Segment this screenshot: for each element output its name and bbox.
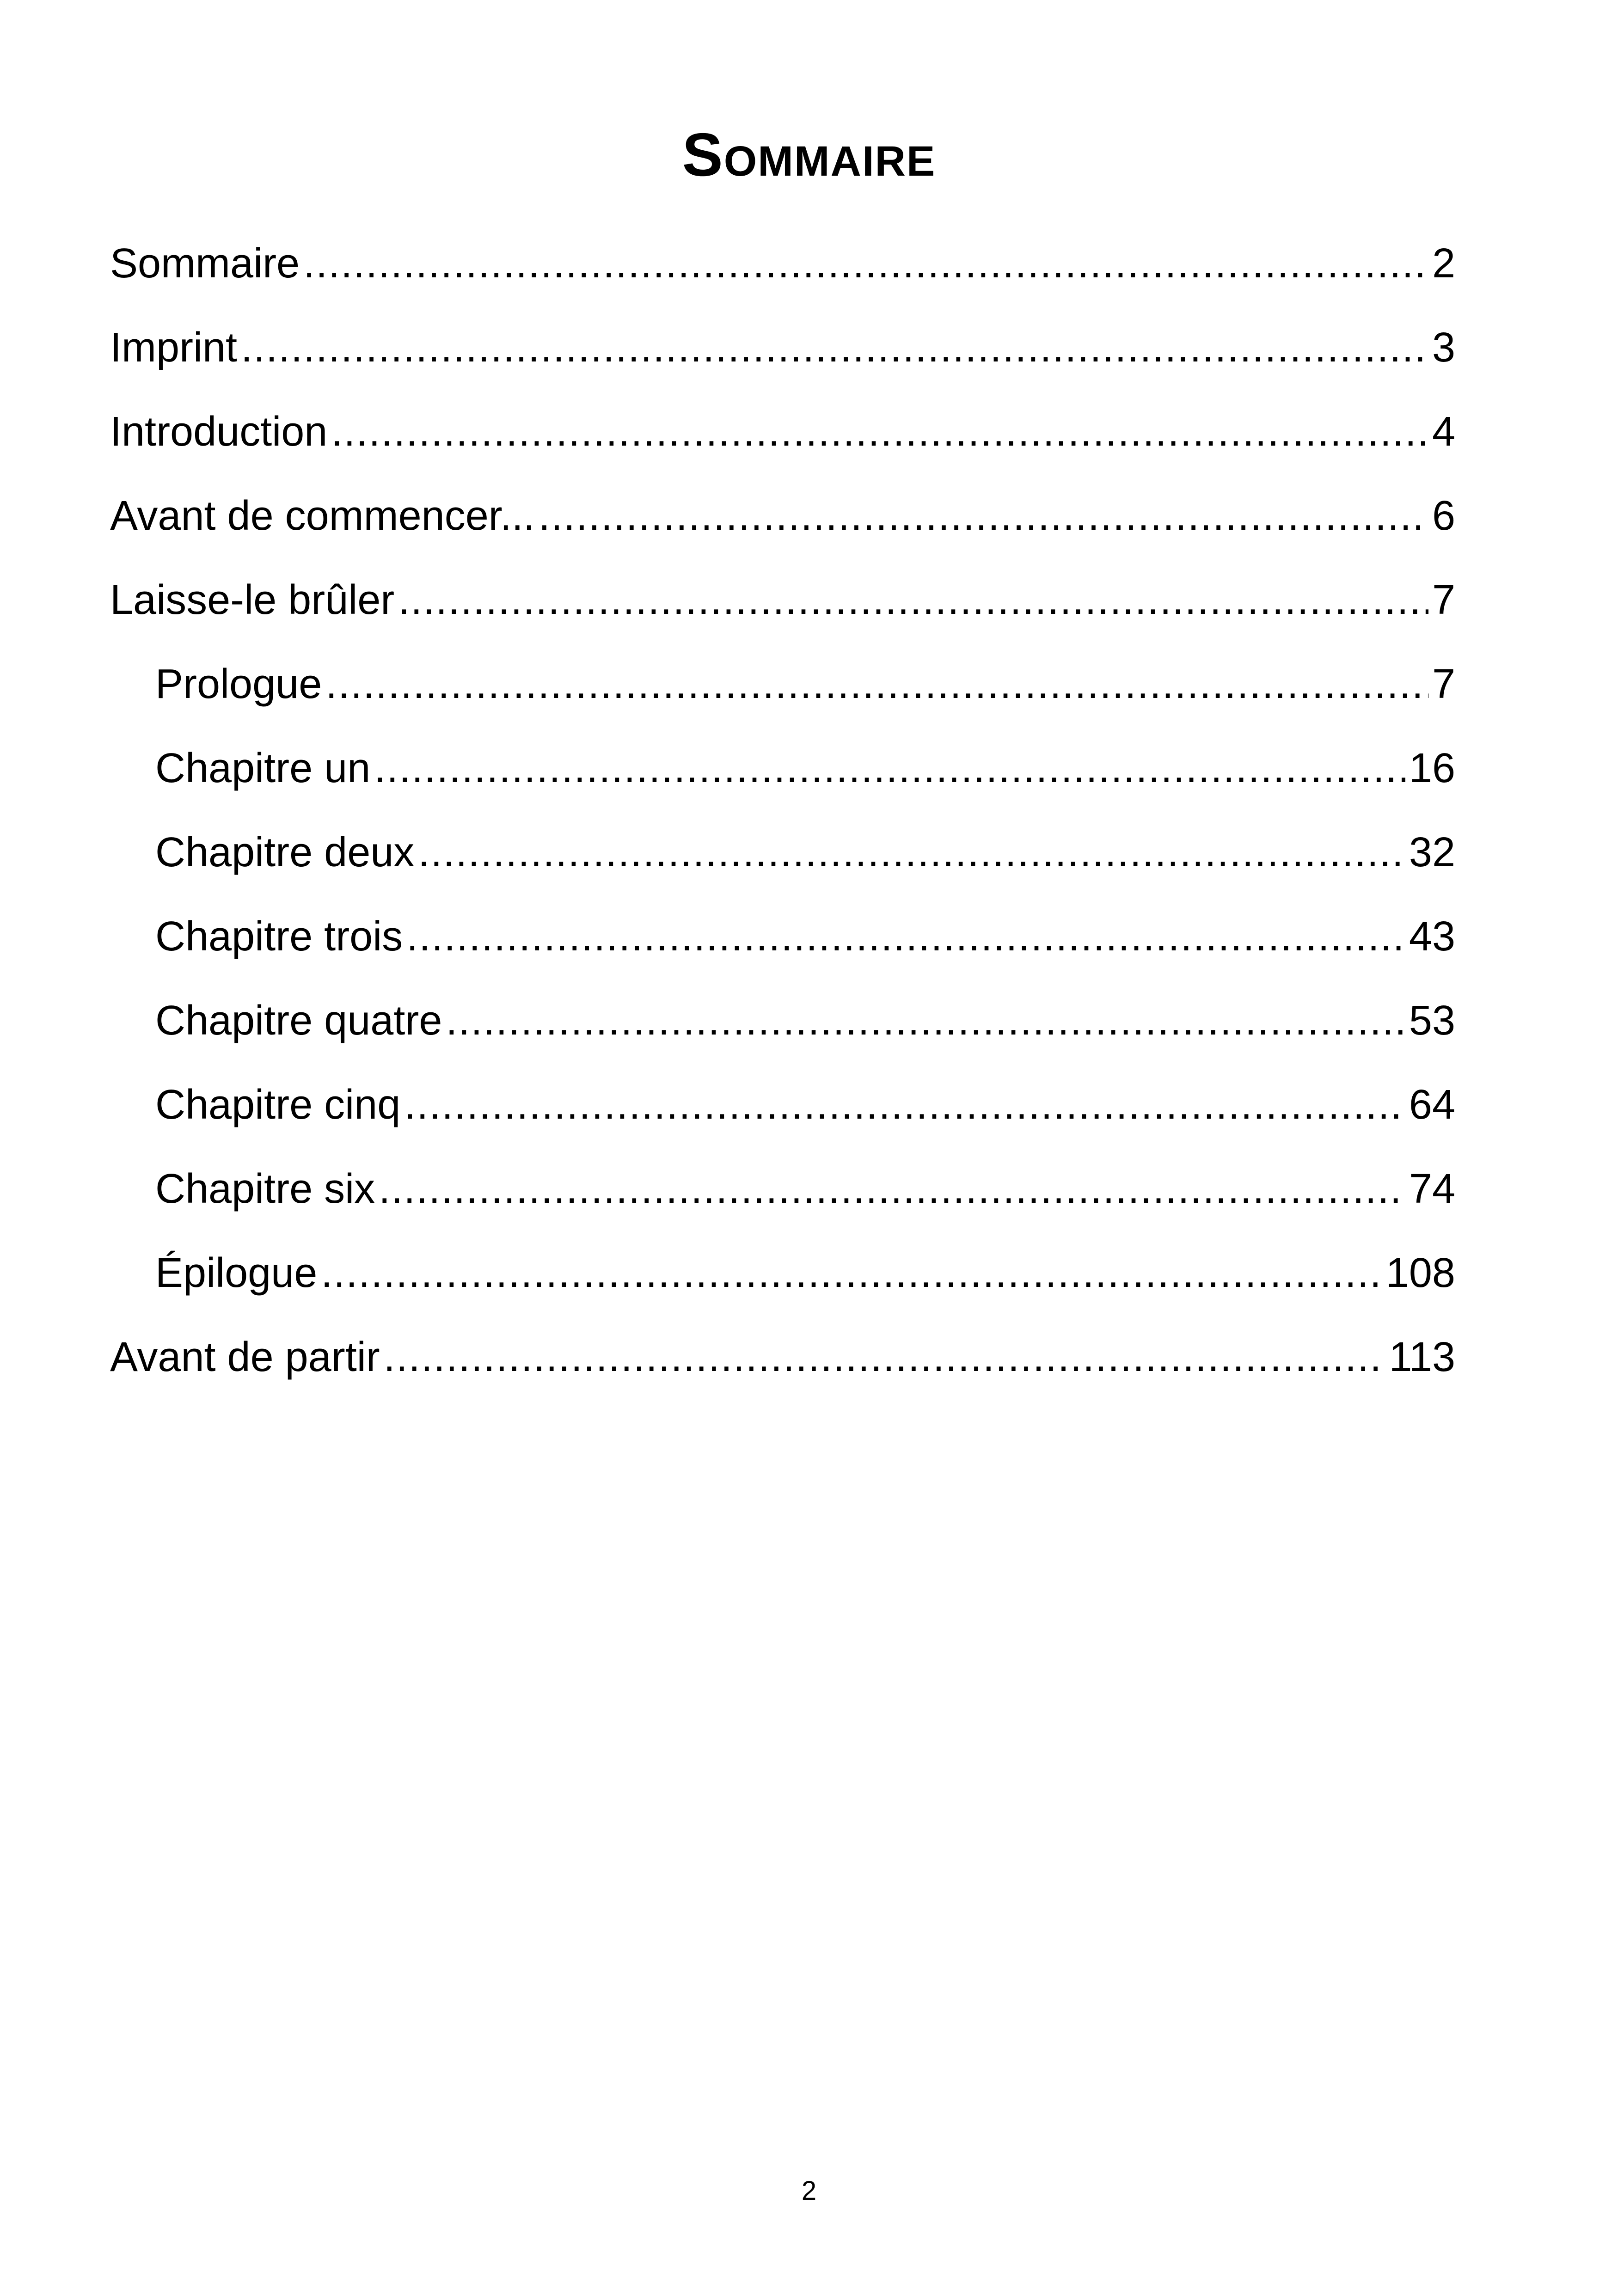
toc-entry-label: Prologue (155, 661, 322, 707)
toc-entry-page: 64 (1409, 1082, 1455, 1128)
toc-entry-page: 53 (1409, 998, 1455, 1044)
toc-entry-page: 16 (1409, 745, 1455, 791)
dot-leader (398, 572, 1428, 628)
toc-entry-chapitre-cinq[interactable] (110, 1077, 1455, 1161)
dot-leader (325, 656, 1428, 712)
toc-entry-page: 108 (1385, 1250, 1455, 1296)
dot-leader (446, 993, 1405, 1048)
footer-page-number: 2 (801, 2176, 817, 2206)
dot-leader (303, 236, 1428, 291)
dot-leader (321, 1245, 1382, 1301)
toc-entry-label: Épilogue (155, 1250, 318, 1296)
toc-entry-chapitre-six[interactable] (110, 1161, 1455, 1245)
dot-leader (331, 404, 1428, 459)
toc-entry-page: 4 (1432, 409, 1455, 455)
toc-entry-page: 3 (1432, 325, 1455, 371)
table-of-contents (110, 236, 1455, 1414)
toc-entry-avant-de-commencer[interactable] (110, 488, 1455, 572)
toc-entry-chapitre-trois[interactable] (110, 909, 1455, 993)
toc-entry-label: Avant de commencer... (110, 493, 535, 539)
toc-entry-label: Introduction (110, 409, 328, 455)
toc-entry-chapitre-quatre[interactable] (110, 993, 1455, 1077)
toc-entry-chapitre-un[interactable] (110, 741, 1455, 825)
toc-entry-label: Chapitre trois (155, 913, 403, 960)
dot-leader (379, 1161, 1405, 1217)
dot-leader (539, 488, 1428, 544)
toc-entry-label: Chapitre deux (155, 829, 415, 876)
dot-leader (406, 909, 1405, 964)
toc-entry-page: 7 (1432, 577, 1455, 623)
toc-entry-prologue[interactable] (110, 656, 1455, 741)
toc-entry-label: Imprint (110, 325, 238, 371)
toc-entry-label: Avant de partir (110, 1334, 380, 1380)
dot-leader (241, 320, 1428, 375)
toc-entry-page: 74 (1409, 1166, 1455, 1212)
page-title: Sommaire (682, 121, 936, 189)
toc-entry-epilogue[interactable] (110, 1245, 1455, 1329)
toc-entry-label: Sommaire (110, 240, 300, 287)
toc-entry-label: Chapitre quatre (155, 998, 442, 1044)
toc-entry-label: Laisse-le brûler (110, 577, 395, 623)
toc-entry-chapitre-deux[interactable] (110, 825, 1455, 909)
toc-entry-avant-de-partir[interactable] (110, 1329, 1455, 1414)
toc-entry-imprint[interactable] (110, 320, 1455, 404)
toc-entry-label: Chapitre six (155, 1166, 375, 1212)
toc-entry-page: 32 (1409, 829, 1455, 876)
dot-leader (384, 1329, 1385, 1385)
toc-entry-page: 2 (1432, 240, 1455, 287)
toc-entry-page: 43 (1409, 913, 1455, 960)
toc-entry-page: 113 (1389, 1334, 1455, 1380)
toc-entry-page: 6 (1432, 493, 1455, 539)
toc-entry-label: Chapitre un (155, 745, 371, 791)
dot-leader (404, 1077, 1405, 1133)
toc-entry-label: Chapitre cinq (155, 1082, 401, 1128)
toc-entry-laisse-le-bruler[interactable] (110, 572, 1455, 656)
toc-entry-page: 7 (1432, 661, 1455, 707)
dot-leader (418, 825, 1405, 880)
toc-entry-sommaire[interactable] (110, 236, 1455, 320)
dot-leader (374, 741, 1405, 796)
toc-entry-introduction[interactable] (110, 404, 1455, 488)
